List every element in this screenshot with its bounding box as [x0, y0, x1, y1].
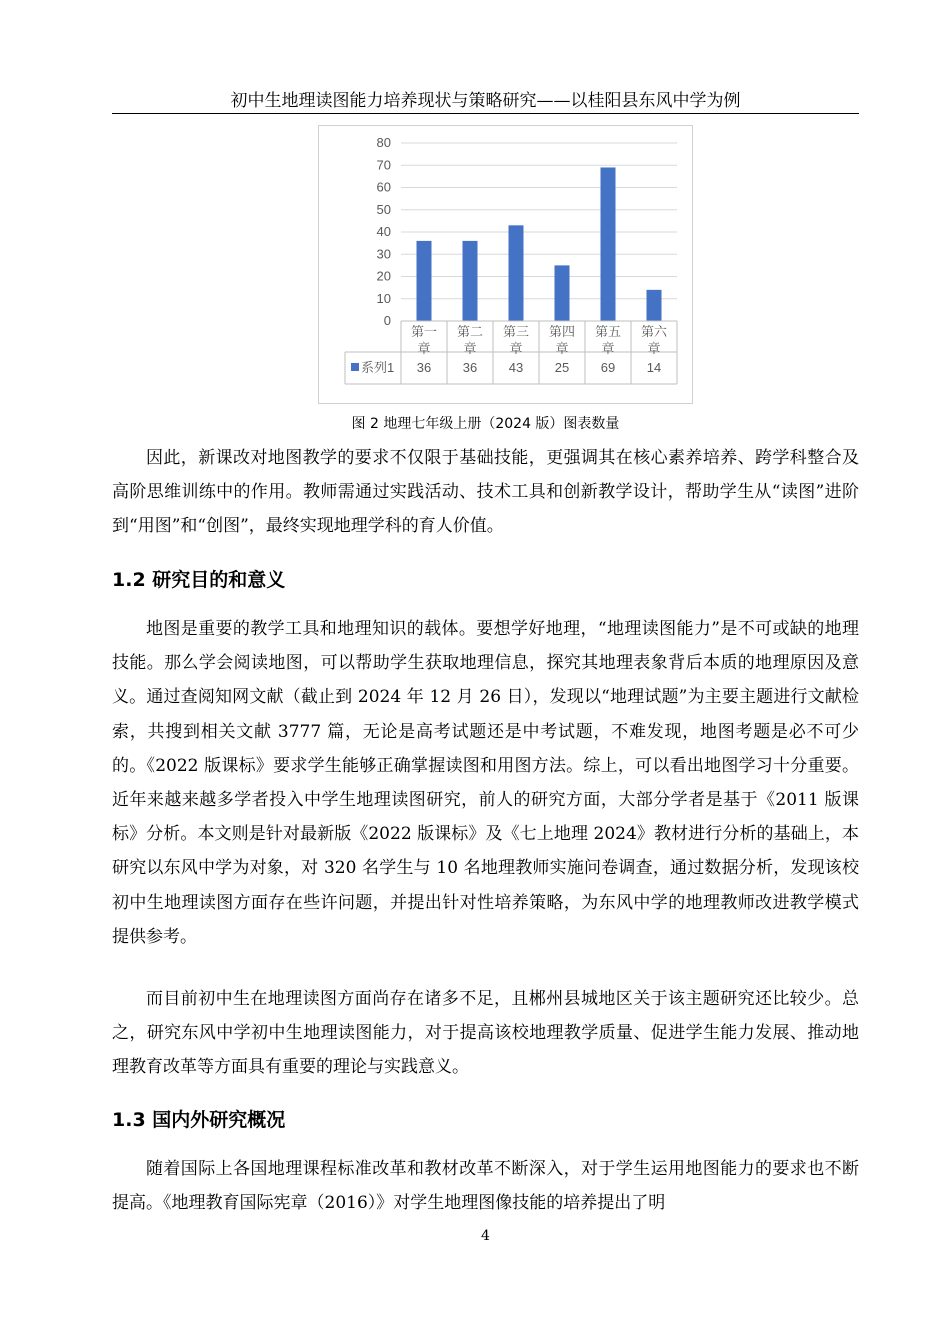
bar-chart-figure [318, 125, 693, 404]
y-tick-label: 20 [376, 268, 391, 284]
y-tick-label: 70 [376, 157, 391, 173]
data-label: 25 [554, 360, 570, 375]
page-number: 4 [481, 1228, 490, 1244]
x-category-label: 章 [647, 341, 661, 356]
bar [417, 241, 432, 321]
header-rule [112, 113, 859, 114]
x-category-label: 第六 [640, 324, 668, 339]
data-label: 43 [508, 360, 524, 375]
legend-key [351, 363, 359, 371]
x-category-label: 章 [417, 341, 431, 356]
x-category-label: 第二 [456, 324, 484, 339]
bar [647, 290, 662, 321]
bar [463, 241, 478, 321]
y-tick-label: 60 [376, 179, 391, 195]
y-tick-label: 30 [376, 246, 391, 262]
bar [555, 265, 570, 321]
section-heading-1-3: 1.3 国内外研究概况 [112, 1109, 286, 1131]
legend-label: 系列1 [361, 360, 395, 375]
x-category-label: 第一 [410, 324, 438, 339]
x-category-label: 章 [555, 341, 569, 356]
x-category-label: 第三 [502, 324, 530, 339]
bar [601, 167, 616, 321]
data-label: 14 [646, 360, 662, 375]
y-tick-label: 0 [383, 313, 391, 328]
figure-caption: 图 2 地理七年级上册（2024 版）图表数量 [351, 416, 620, 432]
data-label: 36 [462, 360, 478, 375]
paragraph: 而目前初中生在地理读图方面尚存在诸多不足，且郴州县城地区关于该主题研究还比较少。总之，研究东风中学初中生地理读图能力，对于提高该校地理教学质量、促进学生能力发展、推动地理教育改革等方面具有重要的理论与实践意义。 [112, 989, 859, 1078]
data-label: 69 [600, 360, 616, 375]
bar-chart [319, 126, 694, 405]
x-category-label: 章 [463, 341, 477, 356]
y-tick-label: 80 [376, 135, 391, 150]
bar [509, 225, 524, 321]
x-category-label: 章 [509, 341, 523, 356]
data-label: 36 [416, 360, 432, 375]
section-heading-1-2: 1.2 研究目的和意义 [112, 569, 286, 591]
paragraph: 随着国际上各国地理课程标准改革和教材改革不断深入，对于学生运用地图能力的要求也不断提高。《地理教育国际宪章（2016）》对学生地理图像技能的培养提出了明 [112, 1159, 859, 1214]
x-category-label: 章 [601, 341, 615, 356]
paragraph: 地图是重要的教学工具和地理知识的载体。要想学好地理，“地理读图能力”是不可或缺的地理技能。那么学会阅读地图，可以帮助学生获取地理信息，探究其地理表象背后本质的地理原因及意义。通过查阅知网文献（截止到 2024 年 12 月 26 日），发现以“地理试题”为主要主题进行文献检索，共搜到相关文献 3777 篇，无论是高考试题还是中考试题，不难发现，地图考题是必不可少的。《2022 版课标》要求学生能够正确掌握读图和用图方法。综上，可以看出地图学习十分重要。近年来越来越多学者投入中学生地理读图研究，前人的研究方面，大部分学者是基于《2011 版课标》分析。本文则是针对最新版《2022 版课标》及《七上地理 2024》教材进行分析的基础上，本研究以东风中学为对象，对 320 名学生与 10 名地理教师实施问卷调查，通过数据分析，发现该校初中生地理读图方面存在些许问题，并提出针对性培养策略，为东风中学的地理教师改进教学模式提供参考。 [112, 619, 859, 947]
x-category-label: 第四 [548, 324, 576, 339]
paragraph: 因此，新课改对地图教学的要求不仅限于基础技能，更强调其在核心素养培养、跨学科整合及高阶思维训练中的作用。教师需通过实践活动、技术工具和创新教学设计，帮助学生从“读图”进阶到“用图”和“创图”，最终实现地理学科的育人价值。 [112, 448, 859, 537]
y-tick-label: 50 [376, 201, 391, 217]
y-tick-label: 10 [376, 290, 391, 306]
y-tick-label: 40 [376, 224, 391, 239]
running-header: 初中生地理读图能力培养现状与策略研究——以桂阳县东风中学为例 [230, 91, 741, 111]
x-category-label: 第五 [594, 324, 622, 339]
